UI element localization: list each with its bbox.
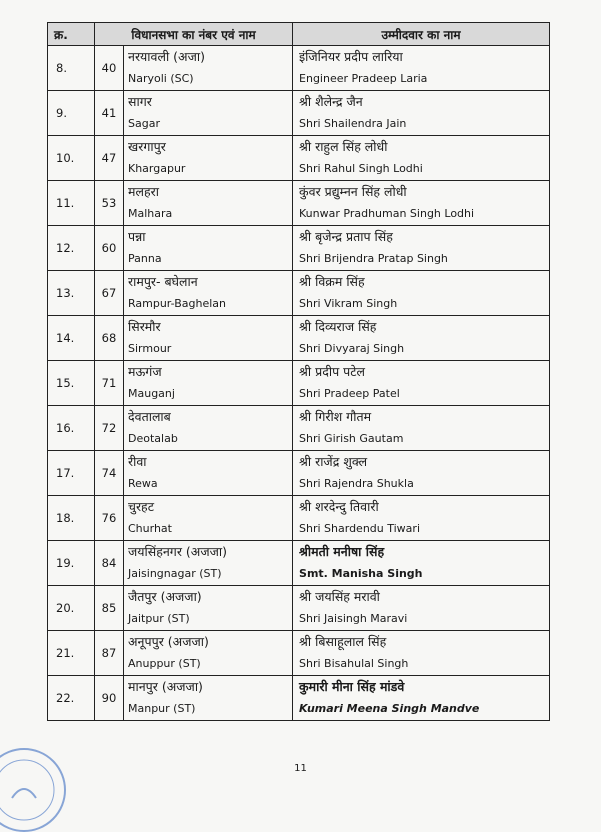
constituency-name-hindi: सिरमौर xyxy=(128,319,161,334)
candidate-name-english: Engineer Pradeep Laria xyxy=(299,72,428,85)
candidate-cell xyxy=(293,181,550,226)
candidate-cell xyxy=(293,226,550,271)
candidate-name-hindi: श्री बिसाहूलाल सिंह xyxy=(299,634,387,649)
serial-cell: 17. xyxy=(48,451,95,496)
constituency-name-english: Khargapur xyxy=(128,162,186,175)
table-row xyxy=(48,316,550,361)
candidate-name-english: Kumari Meena Singh Mandve xyxy=(299,702,480,715)
constituency-cell xyxy=(124,451,293,496)
constituency-name-hindi: पन्ना xyxy=(128,229,146,244)
constituency-name-hindi: मानपुर (अजजा) xyxy=(128,679,203,694)
constituency-cell xyxy=(124,181,293,226)
table-row xyxy=(48,451,550,496)
table-row xyxy=(48,631,550,676)
candidate-name-english: Shri Jaisingh Maravi xyxy=(299,612,408,625)
candidate-name-hindi: कुमारी मीना सिंह मांडवे xyxy=(299,679,405,694)
table-row xyxy=(48,46,550,91)
serial-cell: 11. xyxy=(48,181,95,226)
candidate-name-english: Shri Divyaraj Singh xyxy=(299,342,405,355)
candidate-name-english: Shri Rahul Singh Lodhi xyxy=(299,162,423,175)
constituency-name-hindi: मऊगंज xyxy=(128,364,162,379)
header-serial: क्र. xyxy=(48,23,95,46)
constituency-name-hindi: रीवा xyxy=(128,454,147,469)
candidate-cell xyxy=(293,136,550,181)
table-row xyxy=(48,676,550,721)
header-candidate: उम्मीदवार का नाम xyxy=(293,23,550,46)
candidate-name-english: Kunwar Pradhuman Singh Lodhi xyxy=(299,207,475,220)
constituency-cell xyxy=(124,136,293,181)
page-number: 11 xyxy=(294,763,307,774)
constituency-number: 84 xyxy=(95,541,124,586)
candidate-table xyxy=(47,22,550,721)
constituency-name-hindi: देवतालाब xyxy=(128,409,171,424)
candidate-cell xyxy=(293,496,550,541)
candidate-name-english: Shri Brijendra Pratap Singh xyxy=(299,252,448,265)
candidate-name-hindi: श्री बृजेन्द्र प्रताप सिंह xyxy=(299,229,393,244)
constituency-number: 60 xyxy=(95,226,124,271)
constituency-cell xyxy=(124,496,293,541)
constituency-cell xyxy=(124,316,293,361)
table-row xyxy=(48,541,550,586)
constituency-cell xyxy=(124,631,293,676)
serial-cell: 8. xyxy=(48,46,95,91)
candidate-name-hindi: श्री विक्रम सिंह xyxy=(299,274,365,289)
constituency-name-english: Sirmour xyxy=(128,342,172,355)
candidate-name-english: Smt. Manisha Singh xyxy=(299,567,423,580)
constituency-name-english: Rampur-Baghelan xyxy=(128,297,226,310)
constituency-name-hindi: जैतपुर (अजजा) xyxy=(128,589,202,604)
serial-cell: 20. xyxy=(48,586,95,631)
candidate-name-english: Shri Shailendra Jain xyxy=(299,117,407,130)
serial-cell: 19. xyxy=(48,541,95,586)
constituency-number: 85 xyxy=(95,586,124,631)
candidate-cell xyxy=(293,631,550,676)
table-row xyxy=(48,91,550,136)
constituency-number: 90 xyxy=(95,676,124,721)
candidate-cell xyxy=(293,316,550,361)
constituency-name-english: Rewa xyxy=(128,477,158,490)
table-row xyxy=(48,136,550,181)
candidate-cell xyxy=(293,361,550,406)
table-row xyxy=(48,271,550,316)
table-body xyxy=(48,46,550,721)
constituency-name-english: Mauganj xyxy=(128,387,175,400)
candidate-cell xyxy=(293,676,550,721)
serial-cell: 9. xyxy=(48,91,95,136)
serial-cell: 10. xyxy=(48,136,95,181)
constituency-name-english: Naryoli (SC) xyxy=(128,72,194,85)
constituency-name-english: Malhara xyxy=(128,207,173,220)
constituency-name-hindi: जयसिंहनगर (अजजा) xyxy=(128,544,228,559)
serial-cell: 21. xyxy=(48,631,95,676)
candidate-name-hindi: श्री शैलेन्द्र जैन xyxy=(299,94,363,109)
constituency-number: 47 xyxy=(95,136,124,181)
candidate-cell xyxy=(293,91,550,136)
serial-cell: 15. xyxy=(48,361,95,406)
table-row xyxy=(48,586,550,631)
candidate-name-hindi: इंजिनियर प्रदीप लारिया xyxy=(299,49,403,64)
candidate-name-hindi: श्री शरदेन्दु तिवारी xyxy=(299,499,379,514)
constituency-name-hindi: चुरहट xyxy=(128,499,154,514)
constituency-name-hindi: सागर xyxy=(128,94,152,109)
constituency-name-hindi: नरयावली (अजा) xyxy=(128,49,205,64)
constituency-name-english: Jaitpur (ST) xyxy=(128,612,190,625)
candidate-name-hindi: श्री राहुल सिंह लोधी xyxy=(299,139,388,154)
constituency-name-hindi: खरगापुर xyxy=(128,139,166,154)
constituency-cell xyxy=(124,226,293,271)
constituency-number: 87 xyxy=(95,631,124,676)
serial-cell: 18. xyxy=(48,496,95,541)
constituency-cell xyxy=(124,676,293,721)
serial-cell: 22. xyxy=(48,676,95,721)
constituency-cell xyxy=(124,406,293,451)
table-row xyxy=(48,181,550,226)
table-row xyxy=(48,361,550,406)
constituency-name-english: Manpur (ST) xyxy=(128,702,196,715)
candidate-name-hindi: श्री दिव्यराज सिंह xyxy=(299,319,377,334)
candidate-name-hindi: श्री जयसिंह मरावी xyxy=(299,589,380,604)
candidate-name-hindi: श्री प्रदीप पटेल xyxy=(299,364,366,379)
constituency-cell xyxy=(124,46,293,91)
candidate-name-english: Shri Vikram Singh xyxy=(299,297,398,310)
candidate-name-english: Shri Rajendra Shukla xyxy=(299,477,414,490)
candidate-name-hindi: श्री गिरीश गौतम xyxy=(299,409,372,424)
constituency-name-english: Jaisingnagar (ST) xyxy=(128,567,222,580)
constituency-name-hindi: अनूपपुर (अजजा) xyxy=(128,634,209,649)
constituency-name-english: Deotalab xyxy=(128,432,178,445)
serial-cell: 16. xyxy=(48,406,95,451)
constituency-name-english: Sagar xyxy=(128,117,160,130)
constituency-number: 74 xyxy=(95,451,124,496)
table-row xyxy=(48,496,550,541)
constituency-name-english: Churhat xyxy=(128,522,172,535)
constituency-name-english: Panna xyxy=(128,252,162,265)
party-stamp xyxy=(0,748,66,832)
candidate-cell xyxy=(293,271,550,316)
table-row xyxy=(48,406,550,451)
constituency-number: 41 xyxy=(95,91,124,136)
candidate-cell xyxy=(293,406,550,451)
serial-cell: 13. xyxy=(48,271,95,316)
header-constituency: विधानसभा का नंबर एवं नाम xyxy=(95,23,293,46)
constituency-cell xyxy=(124,271,293,316)
constituency-number: 72 xyxy=(95,406,124,451)
candidate-cell xyxy=(293,541,550,586)
constituency-number: 53 xyxy=(95,181,124,226)
table-row xyxy=(48,226,550,271)
candidate-name-hindi: श्री राजेंद्र शुक्ल xyxy=(299,454,368,469)
constituency-number: 67 xyxy=(95,271,124,316)
constituency-name-hindi: रामपुर- बघेलान xyxy=(128,274,198,289)
serial-cell: 14. xyxy=(48,316,95,361)
candidate-name-english: Shri Girish Gautam xyxy=(299,432,404,445)
constituency-name-english: Anuppur (ST) xyxy=(128,657,201,670)
constituency-number: 71 xyxy=(95,361,124,406)
serial-cell: 12. xyxy=(48,226,95,271)
constituency-name-hindi: मलहरा xyxy=(128,184,159,199)
candidate-name-english: Shri Pradeep Patel xyxy=(299,387,400,400)
constituency-number: 76 xyxy=(95,496,124,541)
candidate-name-english: Shri Shardendu Tiwari xyxy=(299,522,420,535)
constituency-number: 40 xyxy=(95,46,124,91)
table-header-row xyxy=(48,23,550,46)
candidate-name-english: Shri Bisahulal Singh xyxy=(299,657,409,670)
constituency-cell xyxy=(124,541,293,586)
candidate-cell xyxy=(293,46,550,91)
candidate-name-hindi: कुंवर प्रद्युम्नन सिंह लोधी xyxy=(299,184,407,199)
constituency-cell xyxy=(124,361,293,406)
constituency-cell xyxy=(124,91,293,136)
candidate-cell xyxy=(293,586,550,631)
candidate-cell xyxy=(293,451,550,496)
constituency-cell xyxy=(124,586,293,631)
candidate-name-hindi: श्रीमती मनीषा सिंह xyxy=(299,544,385,559)
constituency-number: 68 xyxy=(95,316,124,361)
